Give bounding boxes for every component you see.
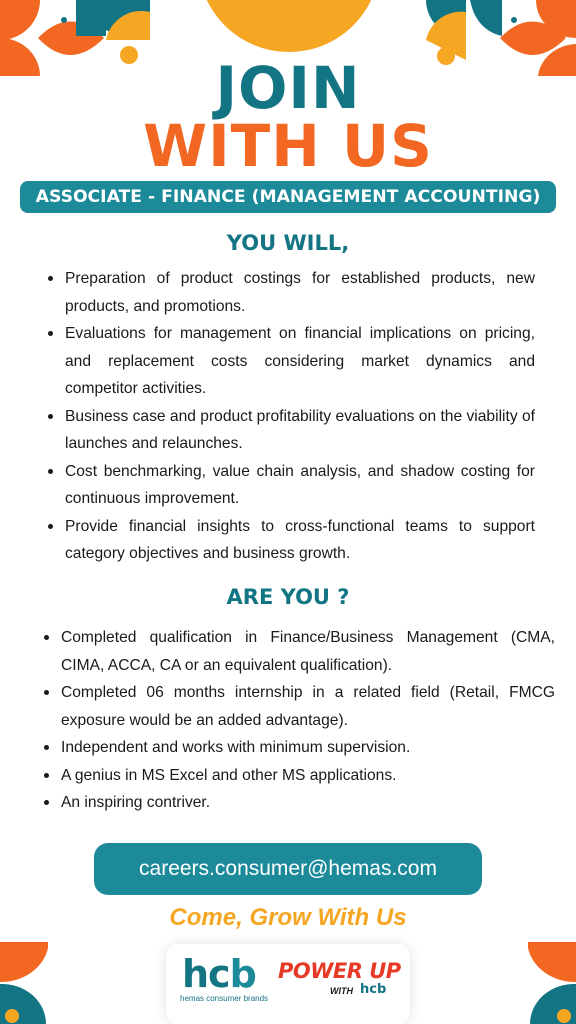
power-up-hcb: hcb <box>360 982 387 997</box>
power-up-logo: POWER UP <box>278 959 401 983</box>
half-sun-icon <box>198 0 380 52</box>
hcb-logo-text: hc <box>182 952 230 996</box>
list-item: Evaluations for management on financial implications on pricing, and replacement costs considering market dynamics and competitor activities. <box>48 320 535 403</box>
list-item: Independent and works with minimum supervision. <box>44 734 555 762</box>
responsibilities-list <box>48 265 535 568</box>
list-item: Preparation of product costings for established products, new products, and promotions. <box>48 265 535 320</box>
section-heading-you-will: YOU WILL, <box>226 231 350 255</box>
list-item: Cost benchmarking, value chain analysis, and shadow costing for continuous improvement. <box>48 458 535 513</box>
bottom-right-decoration-icon <box>526 942 576 1024</box>
bottom-left-decoration-icon <box>0 942 50 1024</box>
section-heading-are-you: ARE YOU ? <box>226 585 350 609</box>
headline-join: JOIN <box>215 54 361 122</box>
list-item: Provide financial insights to cross-functional teams to support category objectives and business growth. <box>48 513 535 568</box>
list-item: Completed 06 months internship in a related field (Retail, FMCG exposure would be an added advantage). <box>44 679 555 734</box>
brand-logos-card <box>166 944 410 1024</box>
hcb-logo <box>182 952 256 996</box>
list-item: Business case and product profitability evaluations on the viability of launches and relaunches. <box>48 403 535 458</box>
requirements-list <box>44 624 555 817</box>
list-item: A genius in MS Excel and other MS applications. <box>44 762 555 790</box>
job-title-banner: ASSOCIATE - FINANCE (MANAGEMENT ACCOUNTING) <box>20 181 556 213</box>
power-up-with: WITH <box>330 986 353 996</box>
tagline: Come, Grow With Us <box>169 904 407 931</box>
hcb-caption: hemas consumer brands <box>180 994 269 1003</box>
list-item: Completed qualification in Finance/Business Management (CMA, CIMA, ACCA, CA or an equivalent qualification). <box>44 624 555 679</box>
hcb-logo-text-b: b <box>229 952 256 996</box>
contact-email-button[interactable]: careers.consumer@hemas.com <box>94 843 482 895</box>
headline-with-us: WITH US <box>143 112 433 180</box>
list-item: An inspiring contriver. <box>44 789 555 817</box>
